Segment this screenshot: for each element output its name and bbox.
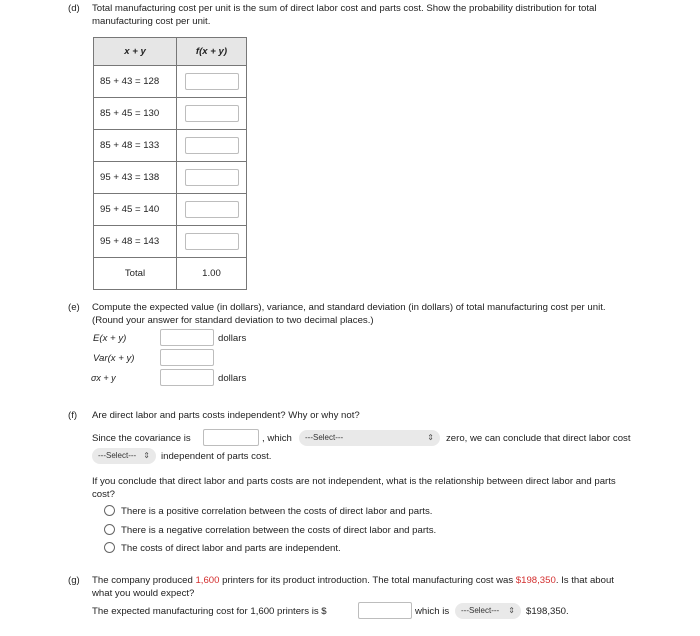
part-f-label: (f): [68, 410, 78, 421]
table-row: [94, 162, 247, 194]
option-positive-correlation: There is a positive correlation between the costs of direct labor and parts.: [121, 506, 433, 517]
table-row: [94, 66, 247, 98]
total-row: [94, 258, 247, 290]
covariance-input[interactable]: [203, 429, 259, 446]
probability-input[interactable]: [185, 137, 239, 154]
part-g-text-c: . Is that about: [555, 575, 614, 586]
compare-value: $198,350.: [526, 606, 569, 617]
part-g-text-b: printers for its product introduction. The total manufacturing cost was: [219, 575, 516, 586]
chevron-updown-icon: ⇕: [143, 451, 150, 460]
probability-input[interactable]: [185, 105, 239, 122]
comparison-select[interactable]: [455, 603, 521, 619]
radio-independent[interactable]: [104, 542, 115, 553]
radio-negative-correlation[interactable]: [104, 524, 115, 535]
row-sum-label: 85 + 43 = 128: [94, 66, 177, 98]
table-row: [94, 130, 247, 162]
part-g-line1: [92, 575, 614, 586]
select-value: ---Select---: [461, 606, 500, 615]
part-g-label: (g): [68, 575, 80, 586]
part-d-label: (d): [68, 3, 80, 14]
part-f-question: Are direct labor and parts costs independent? Why or why not?: [92, 410, 360, 421]
part-e-instructions-line1: Compute the expected value (in dollars), variance, and standard deviation (in dollars) of total manufacturing cost per unit.: [92, 302, 606, 313]
probability-input[interactable]: [185, 73, 239, 90]
zero-conclusion-text: zero, we can conclude that direct labor cost: [446, 433, 631, 444]
std-dev-unit: dollars: [218, 373, 247, 384]
col-header-f-x-plus-y: f(x + y): [177, 38, 247, 66]
independent-text: independent of parts cost.: [161, 451, 272, 462]
part-d-instructions-line1: Total manufacturing cost per unit is the sum of direct labor cost and parts cost. Show the probability distribution for total: [92, 3, 597, 14]
table-row: [94, 194, 247, 226]
part-g-text-a: The company produced: [92, 575, 196, 586]
total-label: Total: [94, 258, 177, 290]
variance-input[interactable]: [160, 349, 214, 366]
part-e-instructions-line2: (Round your answer for standard deviation to two decimal places.): [92, 315, 374, 326]
variance-label: Var(x + y): [93, 353, 135, 364]
row-sum-label: 95 + 43 = 138: [94, 162, 177, 194]
row-sum-label: 85 + 45 = 130: [94, 98, 177, 130]
total-value: 1.00: [177, 258, 247, 290]
expected-cost-text: The expected manufacturing cost for 1,600 printers is $: [92, 606, 327, 617]
chevron-updown-icon: ⇕: [427, 433, 434, 442]
row-sum-label: 85 + 48 = 133: [94, 130, 177, 162]
row-sum-label: 95 + 45 = 140: [94, 194, 177, 226]
row-sum-label: 95 + 48 = 143: [94, 226, 177, 258]
part-e-label: (e): [68, 302, 80, 313]
printer-count: 1,600: [195, 575, 220, 586]
std-dev-input[interactable]: [160, 369, 214, 386]
covariance-comparison-select[interactable]: [299, 430, 440, 446]
select-value: ---Select---: [98, 451, 137, 460]
option-independent: The costs of direct labor and parts are independent.: [121, 543, 341, 554]
independence-select[interactable]: [92, 448, 156, 464]
table-row: [94, 226, 247, 258]
expected-cost-input[interactable]: [358, 602, 412, 619]
std-dev-label: σx + y: [91, 373, 116, 383]
follow-up-question-line2: cost?: [92, 489, 115, 500]
chevron-updown-icon: ⇕: [508, 606, 515, 615]
table-row: [94, 98, 247, 130]
part-g-line2: what you would expect?: [92, 588, 195, 599]
option-negative-correlation: There is a negative correlation between the costs of direct labor and parts.: [121, 525, 437, 536]
which-is-text: which is: [415, 606, 450, 617]
which-text: , which: [262, 433, 292, 444]
expected-value-label: E(x + y): [93, 333, 127, 344]
expected-value-input[interactable]: [160, 329, 214, 346]
probability-input[interactable]: [185, 233, 239, 250]
select-value: ---Select---: [305, 433, 344, 442]
probability-input[interactable]: [185, 201, 239, 218]
expected-value-unit: dollars: [218, 333, 247, 344]
covariance-sentence-start: Since the covariance is: [92, 433, 191, 444]
radio-positive-correlation[interactable]: [104, 505, 115, 516]
part-d-instructions-line2: manufacturing cost per unit.: [92, 16, 211, 27]
follow-up-question-line1: If you conclude that direct labor and parts costs are not independent, what is the relationship between direct labor and parts: [92, 476, 616, 487]
probability-input[interactable]: [185, 169, 239, 186]
distribution-table: [93, 37, 247, 290]
total-cost-value: $198,350: [515, 575, 556, 586]
col-header-x-plus-y: x + y: [94, 38, 177, 66]
